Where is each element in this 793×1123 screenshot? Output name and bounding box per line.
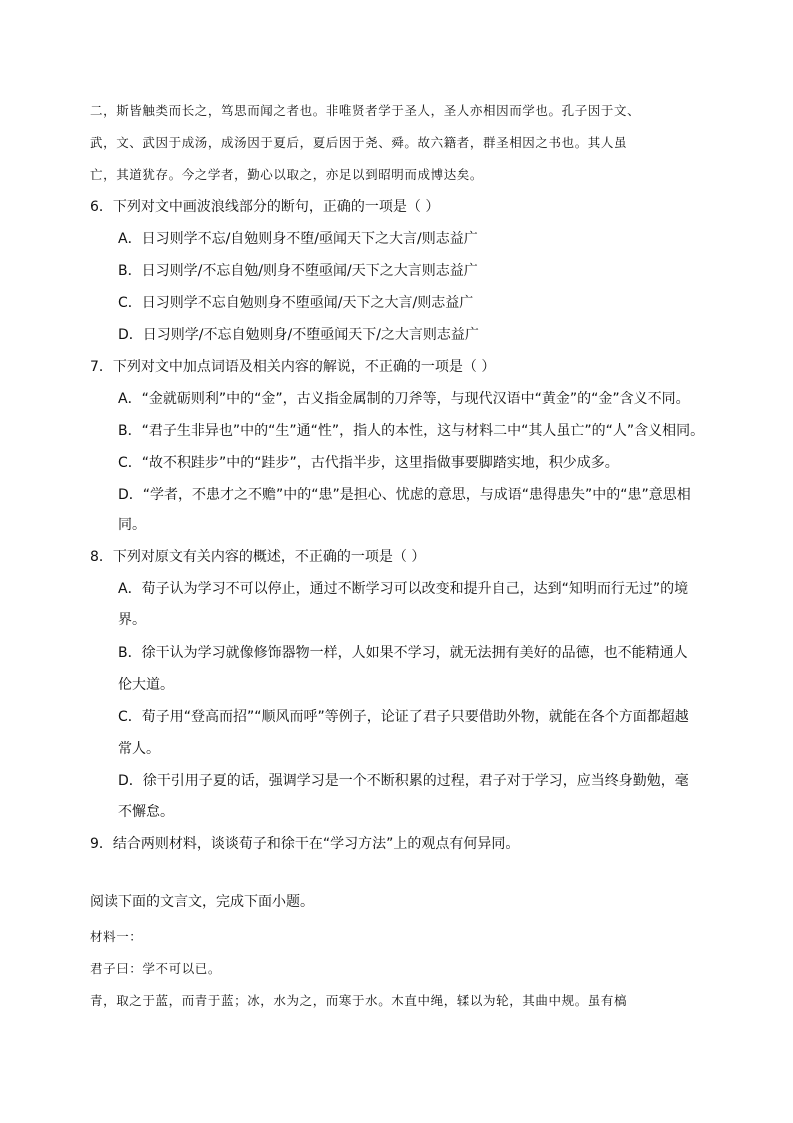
question-7-option-d-continuation: 同。 — [118, 517, 146, 533]
question-6-option-c: C．日习则学不忘自勉则身不堕亟闻/天下之大言/则志益广 — [118, 295, 474, 311]
material-label: 材料一： — [90, 929, 143, 944]
reading-instruction: 阅读下面的文言文，完成下面小题。 — [90, 894, 314, 910]
passage-line-1: 二，斯皆触类而长之，笃思而闻之者也。非唯贤者学于圣人，圣人亦相因而学也。孔子因于文、 — [90, 103, 641, 118]
question-8-option-d-continuation: 不懈怠。 — [118, 804, 174, 820]
material-line-2: 青，取之于蓝，而青于蓝；冰，水为之，而寒于水。木直中绳，𫐓以为轮，其曲中规。虽有槁 — [90, 993, 628, 1008]
question-8-option-a-continuation: 界。 — [118, 612, 146, 628]
question-6-option-d: D．日习则学/不忘自勉则身/不堕亟闻天下/之大言则志益广 — [118, 327, 479, 343]
question-7-option-c: C．“故不积跬步”中的“跬步”，古代指半步，这里指做事要脚踏实地，积少成多。 — [118, 455, 619, 471]
passage-line-2: 武，文、武因于成汤，成汤因于夏后，夏后因于尧、舜。故六籍者，群圣相因之书也。其人虽 — [90, 135, 628, 150]
question-8-option-c: C．荀子用“登高而招”“顺风而呼”等例子，论证了君子只要借助外物，就能在各个方面都超越 — [118, 709, 689, 725]
material-line-1: 君子曰：学不可以已。 — [90, 961, 222, 976]
question-8-option-a: A．荀子认为学习不可以停止，通过不断学习可以改变和提升自己，达到“知明而行无过”的境 — [118, 581, 689, 597]
question-8-option-d: D．徐干引用子夏的话，强调学习是一个不断积累的过程，君子对于学习，应当终身勤勉，毫 — [118, 773, 689, 789]
question-7-option-a: A．“金就砺则利”中的“金”，古义指金属制的刀斧等，与现代汉语中“黄金”的“金”含义不同。 — [118, 391, 690, 407]
question-7-option-b: B．“君子生非异也”中的“生”通“性”，指人的本性，这与材料二中“其人虽亡”的“人”含义相同。 — [118, 423, 705, 439]
question-8-stem: 8．下列对原文有关内容的概述，不正确的一项是（ ） — [90, 549, 426, 565]
question-7-stem: 7．下列对文中加点词语及相关内容的解说，不正确的一项是（ ） — [90, 359, 496, 375]
question-9-stem: 9．结合两则材料，谈谈荀子和徐干在“学习方法”上的观点有何异同。 — [90, 836, 520, 852]
question-8-option-b: B．徐干认为学习就像修饰器物一样，人如果不学习，就无法拥有美好的品德，也不能精通人 — [118, 645, 688, 661]
question-6-option-b: B．日习则学/不忘自勉/则身不堕亟闻/天下之大言则志益广 — [118, 263, 478, 279]
question-6-option-a: A．日习则学不忘/自勉则身不堕/亟闻天下之大言/则志益广 — [118, 231, 478, 247]
question-6-stem: 6．下列对文中画波浪线部分的断句，正确的一项是（ ） — [90, 199, 440, 215]
question-8-option-c-continuation: 常人。 — [118, 741, 160, 757]
passage-line-3: 亡，其道犹存。今之学者，勤心以取之，亦足以到昭明而成博达矣。 — [90, 167, 484, 182]
question-7-option-d: D．“学者，不患才之不赡”中的“患”是担心、忧虑的意思，与成语“患得患失”中的“患”意思相 — [118, 487, 691, 503]
question-8-option-b-continuation: 伦大道。 — [118, 677, 174, 693]
